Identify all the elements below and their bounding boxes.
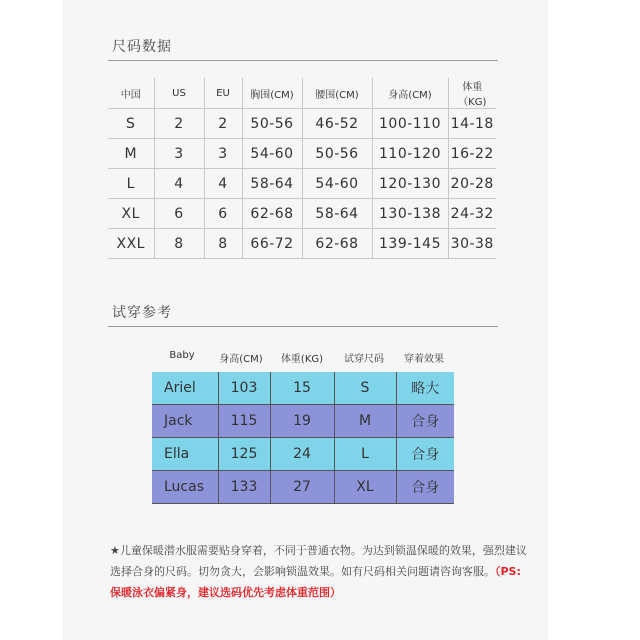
table-row (108, 229, 496, 259)
cell: 6 (154, 199, 204, 229)
cell: 46-52 (302, 109, 372, 139)
note-highlight: （PS:保暖泳衣偏紧身，建议选码优先考虑体重范围） (110, 565, 521, 599)
size-table-header (108, 78, 496, 109)
cell: 30-38 (448, 229, 496, 259)
cell: 4 (154, 169, 204, 199)
baby-name: Jack (152, 405, 218, 438)
table-row (108, 139, 496, 169)
cell: 合身 (396, 438, 454, 471)
cell: 120-130 (372, 169, 448, 199)
cell: M (334, 405, 396, 438)
cell: 139-145 (372, 229, 448, 259)
size-section-divider (108, 60, 498, 61)
cell: 130-138 (372, 199, 448, 229)
cell: L (334, 438, 396, 471)
cell: XL (334, 471, 396, 504)
baby-name: Ella (152, 438, 218, 471)
cell: 19 (270, 405, 334, 438)
header-fit: 穿着效果 (404, 354, 444, 365)
header-height: 身高(CM) (219, 354, 263, 365)
size-table (108, 78, 496, 259)
cell: 66-72 (242, 229, 302, 259)
cell: 58-64 (302, 199, 372, 229)
cell: 50-56 (242, 109, 302, 139)
try-table (152, 372, 454, 504)
cell: 54-60 (242, 139, 302, 169)
cell: XL (108, 199, 154, 229)
try-section-title: 试穿参考 (112, 305, 172, 321)
cell: 8 (154, 229, 204, 259)
header-try-size: 试穿尺码 (344, 354, 384, 365)
cell: 合身 (396, 471, 454, 504)
cell: 15 (270, 372, 334, 405)
cell: 14-18 (448, 109, 496, 139)
cell: 合身 (396, 405, 454, 438)
cell: 133 (218, 471, 270, 504)
cell: S (108, 109, 154, 139)
cell: 58-64 (242, 169, 302, 199)
cell: 略大 (396, 372, 454, 405)
table-row (152, 438, 454, 471)
table-row (152, 405, 454, 438)
cell: 100-110 (372, 109, 448, 139)
table-row (108, 199, 496, 229)
note-text: ★儿童保暖潜水服需要贴身穿着，不同于普通衣物。为达到锁温保暖的效果，强烈建议选择合身的尺码。切勿贪大，会影响锁温效果。如有尺码相关问题请咨询客服。 (110, 544, 527, 578)
cell: 2 (204, 109, 242, 139)
cell: L (108, 169, 154, 199)
header-us: US (154, 78, 204, 109)
cell: 50-56 (302, 139, 372, 169)
header-waist: 腰围(CM) (302, 78, 372, 109)
table-row (108, 109, 496, 139)
cell: S (334, 372, 396, 405)
try-table-header (152, 350, 454, 365)
cell: XXL (108, 229, 154, 259)
cell: 62-68 (302, 229, 372, 259)
cell: 3 (204, 139, 242, 169)
header-height: 身高(CM) (372, 78, 448, 109)
cell: 8 (204, 229, 242, 259)
cell: 24-32 (448, 199, 496, 229)
cell: 115 (218, 405, 270, 438)
table-row (108, 169, 496, 199)
table-row (152, 471, 454, 504)
cell: 24 (270, 438, 334, 471)
size-advice-note (110, 540, 530, 603)
baby-name: Ariel (152, 372, 218, 405)
table-row (152, 372, 454, 405)
cell: M (108, 139, 154, 169)
header-chest: 胸围(CM) (242, 78, 302, 109)
header-weight: 体重（KG) (448, 78, 496, 109)
header-cn: 中国 (108, 78, 154, 109)
cell: 4 (204, 169, 242, 199)
cell: 125 (218, 438, 270, 471)
cell: 54-60 (302, 169, 372, 199)
size-section-title: 尺码数据 (112, 39, 172, 55)
cell: 20-28 (448, 169, 496, 199)
cell: 103 (218, 372, 270, 405)
cell: 110-120 (372, 139, 448, 169)
cell: 3 (154, 139, 204, 169)
try-section-divider (108, 326, 498, 327)
header-weight: 体重(KG) (280, 354, 324, 365)
cell: 2 (154, 109, 204, 139)
cell: 27 (270, 471, 334, 504)
cell: 62-68 (242, 199, 302, 229)
header-eu: EU (204, 78, 242, 109)
cell: 16-22 (448, 139, 496, 169)
cell: 6 (204, 199, 242, 229)
header-baby: Baby (169, 350, 195, 361)
baby-name: Lucas (152, 471, 218, 504)
